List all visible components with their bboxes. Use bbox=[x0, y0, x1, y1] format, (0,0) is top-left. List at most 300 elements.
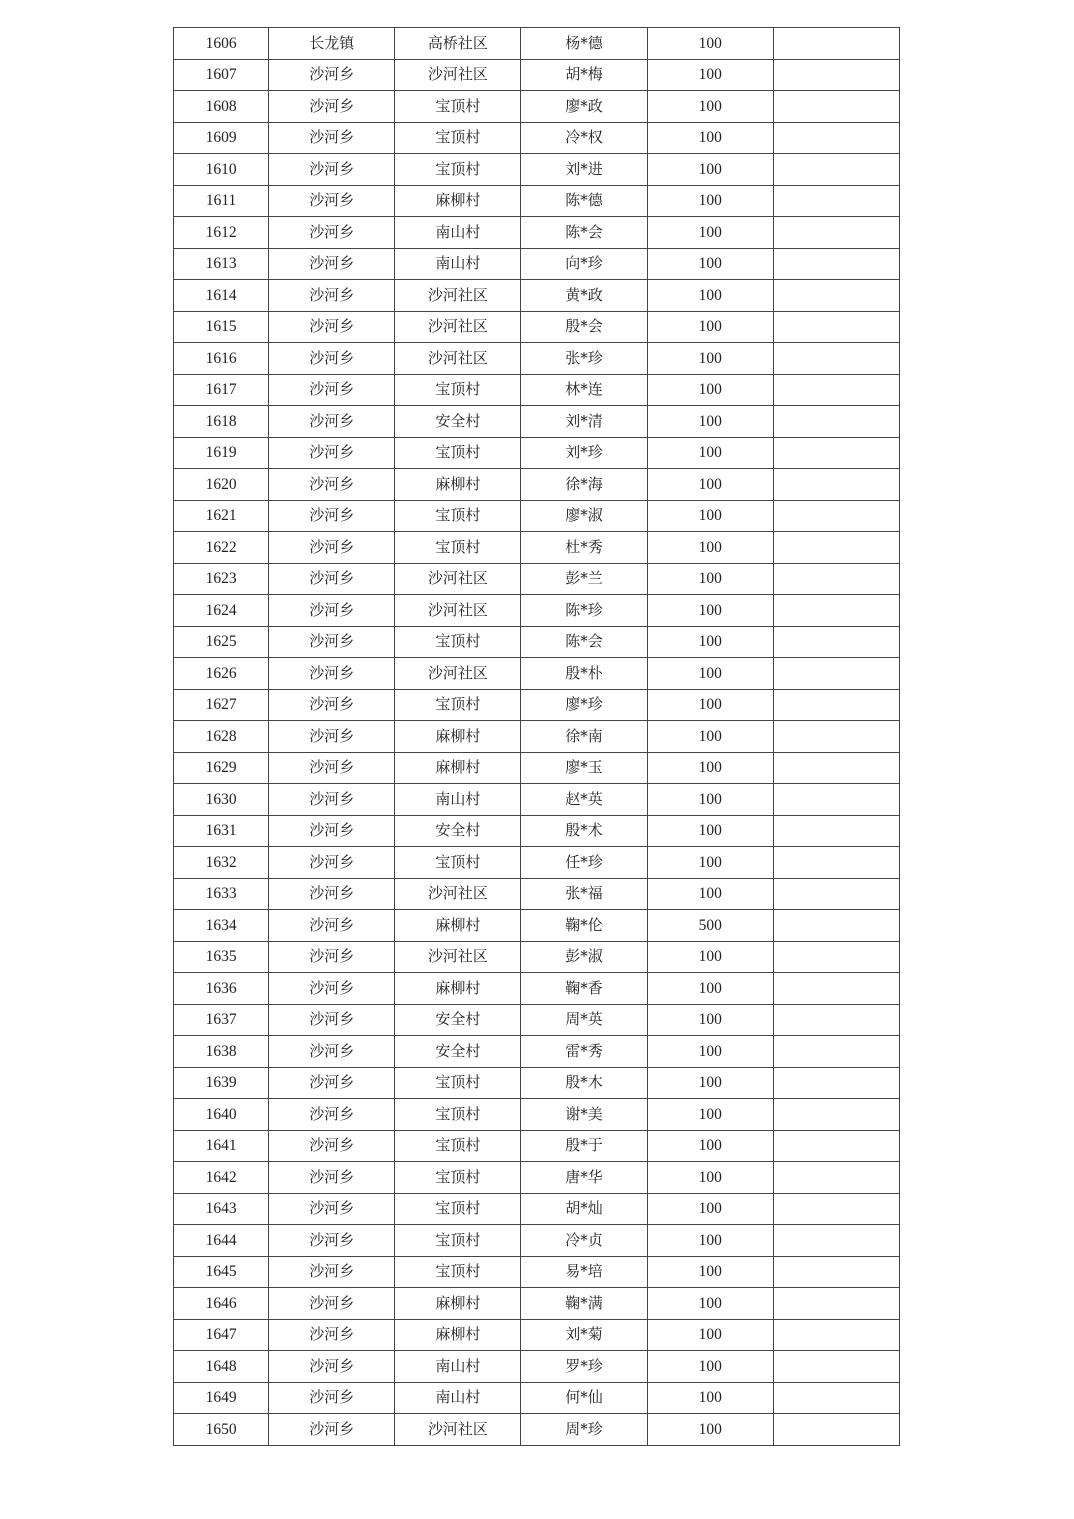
table-row bbox=[174, 784, 900, 816]
township-cell: 沙河乡 bbox=[269, 1036, 395, 1068]
row-number-cell: 1619 bbox=[174, 437, 269, 469]
remark-cell bbox=[773, 248, 899, 280]
table-row bbox=[174, 595, 900, 627]
village-cell: 沙河社区 bbox=[395, 563, 521, 595]
remark-cell bbox=[773, 1414, 899, 1446]
remark-cell bbox=[773, 689, 899, 721]
table-row bbox=[174, 469, 900, 501]
township-cell: 沙河乡 bbox=[269, 406, 395, 438]
village-cell: 沙河社区 bbox=[395, 343, 521, 375]
row-number-cell: 1610 bbox=[174, 154, 269, 186]
row-number-cell: 1612 bbox=[174, 217, 269, 249]
row-number-cell: 1650 bbox=[174, 1414, 269, 1446]
row-number-cell: 1624 bbox=[174, 595, 269, 627]
table-row bbox=[174, 122, 900, 154]
row-number-cell: 1629 bbox=[174, 752, 269, 784]
table-row bbox=[174, 1004, 900, 1036]
village-cell: 沙河社区 bbox=[395, 941, 521, 973]
village-cell: 宝顶村 bbox=[395, 1130, 521, 1162]
amount-cell: 100 bbox=[647, 941, 773, 973]
amount-cell: 100 bbox=[647, 532, 773, 564]
amount-cell: 100 bbox=[647, 437, 773, 469]
remark-cell bbox=[773, 343, 899, 375]
township-cell: 沙河乡 bbox=[269, 343, 395, 375]
table-row bbox=[174, 1130, 900, 1162]
table-row bbox=[174, 626, 900, 658]
row-number-cell: 1627 bbox=[174, 689, 269, 721]
beneficiary-table bbox=[173, 27, 900, 1446]
name-cell: 鞠*满 bbox=[521, 1288, 647, 1320]
village-cell: 沙河社区 bbox=[395, 59, 521, 91]
township-cell: 沙河乡 bbox=[269, 437, 395, 469]
village-cell: 宝顶村 bbox=[395, 154, 521, 186]
remark-cell bbox=[773, 1067, 899, 1099]
row-number-cell: 1646 bbox=[174, 1288, 269, 1320]
name-cell: 殷*朴 bbox=[521, 658, 647, 690]
table-row bbox=[174, 815, 900, 847]
village-cell: 宝顶村 bbox=[395, 1256, 521, 1288]
row-number-cell: 1617 bbox=[174, 374, 269, 406]
remark-cell bbox=[773, 91, 899, 123]
village-cell: 宝顶村 bbox=[395, 500, 521, 532]
amount-cell: 100 bbox=[647, 1193, 773, 1225]
township-cell: 沙河乡 bbox=[269, 784, 395, 816]
remark-cell bbox=[773, 721, 899, 753]
row-number-cell: 1623 bbox=[174, 563, 269, 595]
row-number-cell: 1634 bbox=[174, 910, 269, 942]
row-number-cell: 1648 bbox=[174, 1351, 269, 1383]
amount-cell: 100 bbox=[647, 1256, 773, 1288]
township-cell: 沙河乡 bbox=[269, 1067, 395, 1099]
row-number-cell: 1649 bbox=[174, 1382, 269, 1414]
township-cell: 沙河乡 bbox=[269, 1382, 395, 1414]
amount-cell: 100 bbox=[647, 217, 773, 249]
amount-cell: 100 bbox=[647, 1351, 773, 1383]
amount-cell: 100 bbox=[647, 374, 773, 406]
village-cell: 麻柳村 bbox=[395, 973, 521, 1005]
name-cell: 鞠*香 bbox=[521, 973, 647, 1005]
village-cell: 沙河社区 bbox=[395, 1414, 521, 1446]
amount-cell: 100 bbox=[647, 28, 773, 60]
name-cell: 冷*贞 bbox=[521, 1225, 647, 1257]
township-cell: 沙河乡 bbox=[269, 689, 395, 721]
remark-cell bbox=[773, 1099, 899, 1131]
name-cell: 殷*术 bbox=[521, 815, 647, 847]
row-number-cell: 1626 bbox=[174, 658, 269, 690]
remark-cell bbox=[773, 217, 899, 249]
village-cell: 麻柳村 bbox=[395, 1319, 521, 1351]
remark-cell bbox=[773, 406, 899, 438]
township-cell: 沙河乡 bbox=[269, 59, 395, 91]
amount-cell: 100 bbox=[647, 122, 773, 154]
amount-cell: 100 bbox=[647, 847, 773, 879]
amount-cell: 100 bbox=[647, 784, 773, 816]
name-cell: 周*英 bbox=[521, 1004, 647, 1036]
table-row bbox=[174, 500, 900, 532]
table-row bbox=[174, 1162, 900, 1194]
village-cell: 沙河社区 bbox=[395, 280, 521, 312]
row-number-cell: 1630 bbox=[174, 784, 269, 816]
name-cell: 刘*珍 bbox=[521, 437, 647, 469]
amount-cell: 100 bbox=[647, 752, 773, 784]
table-row bbox=[174, 847, 900, 879]
village-cell: 麻柳村 bbox=[395, 185, 521, 217]
table-row bbox=[174, 374, 900, 406]
name-cell: 彭*兰 bbox=[521, 563, 647, 595]
village-cell: 沙河社区 bbox=[395, 658, 521, 690]
remark-cell bbox=[773, 1004, 899, 1036]
remark-cell bbox=[773, 280, 899, 312]
village-cell: 宝顶村 bbox=[395, 1162, 521, 1194]
row-number-cell: 1637 bbox=[174, 1004, 269, 1036]
village-cell: 宝顶村 bbox=[395, 374, 521, 406]
row-number-cell: 1628 bbox=[174, 721, 269, 753]
remark-cell bbox=[773, 1036, 899, 1068]
table-row bbox=[174, 721, 900, 753]
table-row bbox=[174, 973, 900, 1005]
table-row bbox=[174, 1382, 900, 1414]
amount-cell: 100 bbox=[647, 1067, 773, 1099]
table-row bbox=[174, 406, 900, 438]
row-number-cell: 1614 bbox=[174, 280, 269, 312]
table-row bbox=[174, 752, 900, 784]
row-number-cell: 1644 bbox=[174, 1225, 269, 1257]
table-row bbox=[174, 910, 900, 942]
table-row bbox=[174, 1099, 900, 1131]
table-row bbox=[174, 941, 900, 973]
remark-cell bbox=[773, 973, 899, 1005]
amount-cell: 100 bbox=[647, 311, 773, 343]
name-cell: 陈*会 bbox=[521, 626, 647, 658]
row-number-cell: 1608 bbox=[174, 91, 269, 123]
amount-cell: 100 bbox=[647, 658, 773, 690]
village-cell: 安全村 bbox=[395, 815, 521, 847]
table-row bbox=[174, 311, 900, 343]
township-cell: 沙河乡 bbox=[269, 248, 395, 280]
township-cell: 沙河乡 bbox=[269, 1414, 395, 1446]
village-cell: 宝顶村 bbox=[395, 1067, 521, 1099]
township-cell: 沙河乡 bbox=[269, 878, 395, 910]
amount-cell: 100 bbox=[647, 91, 773, 123]
amount-cell: 100 bbox=[647, 154, 773, 186]
row-number-cell: 1625 bbox=[174, 626, 269, 658]
township-cell: 沙河乡 bbox=[269, 658, 395, 690]
name-cell: 雷*秀 bbox=[521, 1036, 647, 1068]
village-cell: 宝顶村 bbox=[395, 1099, 521, 1131]
village-cell: 宝顶村 bbox=[395, 91, 521, 123]
village-cell: 安全村 bbox=[395, 1036, 521, 1068]
table-row bbox=[174, 563, 900, 595]
amount-cell: 500 bbox=[647, 910, 773, 942]
township-cell: 沙河乡 bbox=[269, 500, 395, 532]
table-row bbox=[174, 1036, 900, 1068]
village-cell: 高桥社区 bbox=[395, 28, 521, 60]
village-cell: 宝顶村 bbox=[395, 1193, 521, 1225]
table-row bbox=[174, 1225, 900, 1257]
table-row bbox=[174, 1288, 900, 1320]
township-cell: 沙河乡 bbox=[269, 1162, 395, 1194]
name-cell: 周*珍 bbox=[521, 1414, 647, 1446]
name-cell: 胡*灿 bbox=[521, 1193, 647, 1225]
row-number-cell: 1641 bbox=[174, 1130, 269, 1162]
row-number-cell: 1631 bbox=[174, 815, 269, 847]
township-cell: 沙河乡 bbox=[269, 122, 395, 154]
village-cell: 麻柳村 bbox=[395, 1288, 521, 1320]
township-cell: 沙河乡 bbox=[269, 280, 395, 312]
row-number-cell: 1613 bbox=[174, 248, 269, 280]
village-cell: 麻柳村 bbox=[395, 752, 521, 784]
township-cell: 长龙镇 bbox=[269, 28, 395, 60]
name-cell: 徐*南 bbox=[521, 721, 647, 753]
row-number-cell: 1636 bbox=[174, 973, 269, 1005]
township-cell: 沙河乡 bbox=[269, 1288, 395, 1320]
remark-cell bbox=[773, 469, 899, 501]
name-cell: 廖*珍 bbox=[521, 689, 647, 721]
township-cell: 沙河乡 bbox=[269, 217, 395, 249]
row-number-cell: 1639 bbox=[174, 1067, 269, 1099]
remark-cell bbox=[773, 878, 899, 910]
amount-cell: 100 bbox=[647, 721, 773, 753]
row-number-cell: 1643 bbox=[174, 1193, 269, 1225]
table-row bbox=[174, 1319, 900, 1351]
township-cell: 沙河乡 bbox=[269, 847, 395, 879]
village-cell: 沙河社区 bbox=[395, 595, 521, 627]
township-cell: 沙河乡 bbox=[269, 469, 395, 501]
row-number-cell: 1606 bbox=[174, 28, 269, 60]
township-cell: 沙河乡 bbox=[269, 1351, 395, 1383]
township-cell: 沙河乡 bbox=[269, 563, 395, 595]
table-row bbox=[174, 1256, 900, 1288]
village-cell: 沙河社区 bbox=[395, 311, 521, 343]
name-cell: 廖*政 bbox=[521, 91, 647, 123]
village-cell: 宝顶村 bbox=[395, 122, 521, 154]
township-cell: 沙河乡 bbox=[269, 973, 395, 1005]
name-cell: 殷*会 bbox=[521, 311, 647, 343]
township-cell: 沙河乡 bbox=[269, 1319, 395, 1351]
table-row bbox=[174, 658, 900, 690]
name-cell: 冷*权 bbox=[521, 122, 647, 154]
row-number-cell: 1633 bbox=[174, 878, 269, 910]
remark-cell bbox=[773, 500, 899, 532]
village-cell: 南山村 bbox=[395, 217, 521, 249]
name-cell: 殷*木 bbox=[521, 1067, 647, 1099]
township-cell: 沙河乡 bbox=[269, 1004, 395, 1036]
row-number-cell: 1611 bbox=[174, 185, 269, 217]
remark-cell bbox=[773, 910, 899, 942]
row-number-cell: 1621 bbox=[174, 500, 269, 532]
amount-cell: 100 bbox=[647, 1004, 773, 1036]
amount-cell: 100 bbox=[647, 1130, 773, 1162]
township-cell: 沙河乡 bbox=[269, 910, 395, 942]
township-cell: 沙河乡 bbox=[269, 374, 395, 406]
table-row bbox=[174, 280, 900, 312]
row-number-cell: 1618 bbox=[174, 406, 269, 438]
township-cell: 沙河乡 bbox=[269, 752, 395, 784]
township-cell: 沙河乡 bbox=[269, 1225, 395, 1257]
name-cell: 徐*海 bbox=[521, 469, 647, 501]
name-cell: 彭*淑 bbox=[521, 941, 647, 973]
name-cell: 陈*德 bbox=[521, 185, 647, 217]
table-row bbox=[174, 154, 900, 186]
amount-cell: 100 bbox=[647, 1225, 773, 1257]
township-cell: 沙河乡 bbox=[269, 1130, 395, 1162]
table-row bbox=[174, 248, 900, 280]
name-cell: 胡*梅 bbox=[521, 59, 647, 91]
township-cell: 沙河乡 bbox=[269, 941, 395, 973]
remark-cell bbox=[773, 1256, 899, 1288]
table-row bbox=[174, 1067, 900, 1099]
amount-cell: 100 bbox=[647, 500, 773, 532]
remark-cell bbox=[773, 185, 899, 217]
amount-cell: 100 bbox=[647, 343, 773, 375]
row-number-cell: 1638 bbox=[174, 1036, 269, 1068]
remark-cell bbox=[773, 658, 899, 690]
township-cell: 沙河乡 bbox=[269, 815, 395, 847]
remark-cell bbox=[773, 59, 899, 91]
village-cell: 宝顶村 bbox=[395, 1225, 521, 1257]
remark-cell bbox=[773, 1162, 899, 1194]
name-cell: 廖*淑 bbox=[521, 500, 647, 532]
remark-cell bbox=[773, 1288, 899, 1320]
name-cell: 陈*会 bbox=[521, 217, 647, 249]
amount-cell: 100 bbox=[647, 185, 773, 217]
amount-cell: 100 bbox=[647, 563, 773, 595]
name-cell: 杜*秀 bbox=[521, 532, 647, 564]
amount-cell: 100 bbox=[647, 59, 773, 91]
name-cell: 林*连 bbox=[521, 374, 647, 406]
remark-cell bbox=[773, 122, 899, 154]
amount-cell: 100 bbox=[647, 1382, 773, 1414]
remark-cell bbox=[773, 154, 899, 186]
name-cell: 陈*珍 bbox=[521, 595, 647, 627]
table-row bbox=[174, 532, 900, 564]
township-cell: 沙河乡 bbox=[269, 154, 395, 186]
village-cell: 麻柳村 bbox=[395, 910, 521, 942]
name-cell: 廖*玉 bbox=[521, 752, 647, 784]
amount-cell: 100 bbox=[647, 878, 773, 910]
amount-cell: 100 bbox=[647, 1162, 773, 1194]
village-cell: 麻柳村 bbox=[395, 721, 521, 753]
amount-cell: 100 bbox=[647, 595, 773, 627]
amount-cell: 100 bbox=[647, 815, 773, 847]
row-number-cell: 1607 bbox=[174, 59, 269, 91]
row-number-cell: 1609 bbox=[174, 122, 269, 154]
name-cell: 刘*进 bbox=[521, 154, 647, 186]
amount-cell: 100 bbox=[647, 1414, 773, 1446]
village-cell: 沙河社区 bbox=[395, 878, 521, 910]
table-row bbox=[174, 437, 900, 469]
township-cell: 沙河乡 bbox=[269, 1256, 395, 1288]
remark-cell bbox=[773, 311, 899, 343]
remark-cell bbox=[773, 784, 899, 816]
table-row bbox=[174, 28, 900, 60]
table-row bbox=[174, 1414, 900, 1446]
village-cell: 南山村 bbox=[395, 248, 521, 280]
row-number-cell: 1640 bbox=[174, 1099, 269, 1131]
remark-cell bbox=[773, 941, 899, 973]
table-row bbox=[174, 878, 900, 910]
name-cell: 杨*德 bbox=[521, 28, 647, 60]
remark-cell bbox=[773, 1319, 899, 1351]
amount-cell: 100 bbox=[647, 1099, 773, 1131]
remark-cell bbox=[773, 532, 899, 564]
row-number-cell: 1642 bbox=[174, 1162, 269, 1194]
row-number-cell: 1620 bbox=[174, 469, 269, 501]
remark-cell bbox=[773, 563, 899, 595]
township-cell: 沙河乡 bbox=[269, 311, 395, 343]
row-number-cell: 1635 bbox=[174, 941, 269, 973]
township-cell: 沙河乡 bbox=[269, 1193, 395, 1225]
row-number-cell: 1615 bbox=[174, 311, 269, 343]
remark-cell bbox=[773, 815, 899, 847]
remark-cell bbox=[773, 1130, 899, 1162]
village-cell: 南山村 bbox=[395, 1382, 521, 1414]
township-cell: 沙河乡 bbox=[269, 532, 395, 564]
remark-cell bbox=[773, 847, 899, 879]
amount-cell: 100 bbox=[647, 280, 773, 312]
name-cell: 罗*珍 bbox=[521, 1351, 647, 1383]
village-cell: 宝顶村 bbox=[395, 689, 521, 721]
name-cell: 向*珍 bbox=[521, 248, 647, 280]
township-cell: 沙河乡 bbox=[269, 91, 395, 123]
row-number-cell: 1645 bbox=[174, 1256, 269, 1288]
village-cell: 安全村 bbox=[395, 406, 521, 438]
row-number-cell: 1632 bbox=[174, 847, 269, 879]
amount-cell: 100 bbox=[647, 1288, 773, 1320]
remark-cell bbox=[773, 28, 899, 60]
remark-cell bbox=[773, 626, 899, 658]
township-cell: 沙河乡 bbox=[269, 626, 395, 658]
remark-cell bbox=[773, 1225, 899, 1257]
name-cell: 刘*清 bbox=[521, 406, 647, 438]
remark-cell bbox=[773, 595, 899, 627]
township-cell: 沙河乡 bbox=[269, 185, 395, 217]
amount-cell: 100 bbox=[647, 248, 773, 280]
township-cell: 沙河乡 bbox=[269, 1099, 395, 1131]
name-cell: 张*福 bbox=[521, 878, 647, 910]
remark-cell bbox=[773, 1351, 899, 1383]
township-cell: 沙河乡 bbox=[269, 595, 395, 627]
name-cell: 鞠*伦 bbox=[521, 910, 647, 942]
row-number-cell: 1622 bbox=[174, 532, 269, 564]
village-cell: 安全村 bbox=[395, 1004, 521, 1036]
village-cell: 宝顶村 bbox=[395, 847, 521, 879]
remark-cell bbox=[773, 374, 899, 406]
table-row bbox=[174, 343, 900, 375]
table-row bbox=[174, 91, 900, 123]
table-row bbox=[174, 1193, 900, 1225]
amount-cell: 100 bbox=[647, 626, 773, 658]
table-row bbox=[174, 1351, 900, 1383]
village-cell: 宝顶村 bbox=[395, 437, 521, 469]
name-cell: 殷*于 bbox=[521, 1130, 647, 1162]
row-number-cell: 1616 bbox=[174, 343, 269, 375]
remark-cell bbox=[773, 437, 899, 469]
name-cell: 何*仙 bbox=[521, 1382, 647, 1414]
table-row bbox=[174, 689, 900, 721]
amount-cell: 100 bbox=[647, 469, 773, 501]
table-row bbox=[174, 217, 900, 249]
table-row bbox=[174, 185, 900, 217]
amount-cell: 100 bbox=[647, 406, 773, 438]
amount-cell: 100 bbox=[647, 1036, 773, 1068]
remark-cell bbox=[773, 1382, 899, 1414]
village-cell: 宝顶村 bbox=[395, 532, 521, 564]
remark-cell bbox=[773, 1193, 899, 1225]
name-cell: 任*珍 bbox=[521, 847, 647, 879]
township-cell: 沙河乡 bbox=[269, 721, 395, 753]
table-row bbox=[174, 59, 900, 91]
